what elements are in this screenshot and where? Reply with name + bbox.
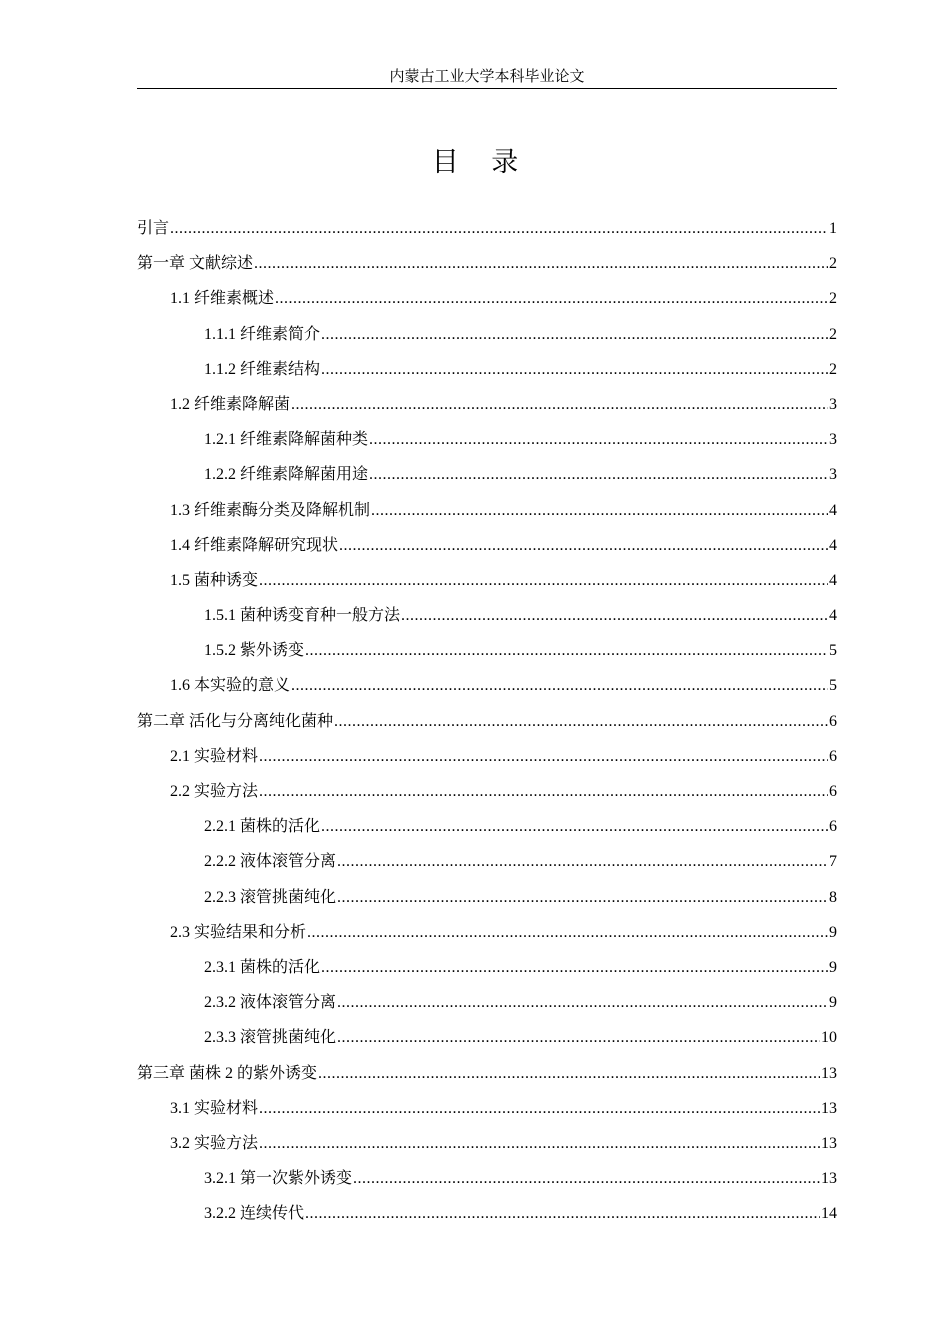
toc-entry-label: 2.2.3 滚管挑菌纯化 — [204, 888, 337, 906]
toc-entry-label: 1.4 纤维素降解研究现状 — [170, 536, 339, 554]
toc-entry-label: 1.5 菌种诱变 — [170, 571, 259, 589]
toc-dot-leader — [305, 1196, 820, 1231]
toc-entry-label: 1.1 纤维素概述 — [170, 290, 275, 308]
toc-entry-page-number: 9 — [829, 923, 837, 941]
toc-entry[interactable] — [137, 880, 837, 915]
toc-entry-label: 第一章 文献综述 — [137, 255, 254, 273]
toc-dot-leader — [275, 281, 828, 316]
toc-entry-page-number: 13 — [821, 1099, 837, 1117]
toc-entry-page-number: 2 — [829, 325, 837, 343]
toc-entry-page-number: 2 — [829, 255, 837, 273]
toc-entry-label: 1.2.1 纤维素降解菌种类 — [204, 431, 369, 449]
toc-entry-label: 2.3.2 液体滚管分离 — [204, 994, 337, 1012]
toc-entry-label: 1.1.2 纤维素结构 — [204, 360, 321, 378]
toc-dot-leader — [321, 950, 828, 985]
toc-entry[interactable] — [137, 422, 837, 457]
toc-entry-label: 1.5.1 菌种诱变育种一般方法 — [204, 607, 401, 625]
toc-entry-page-number: 5 — [829, 642, 837, 660]
toc-entry-page-number: 13 — [821, 1134, 837, 1152]
toc-dot-leader — [305, 633, 828, 668]
toc-entry-label: 2.3 实验结果和分析 — [170, 923, 307, 941]
toc-entry-page-number: 8 — [829, 888, 837, 906]
toc-dot-leader — [353, 1161, 820, 1196]
toc-entry-page-number: 4 — [829, 571, 837, 589]
toc-entry-label: 2.2 实验方法 — [170, 783, 259, 800]
toc-dot-leader — [170, 211, 828, 246]
toc-entry-page-number: 6 — [829, 783, 837, 800]
toc-entry-page-number: 3 — [829, 395, 837, 413]
toc-entry[interactable] — [137, 844, 837, 879]
toc-entry-page-number: 10 — [821, 1029, 837, 1047]
toc-entry[interactable] — [137, 1020, 837, 1055]
toc-dot-leader — [337, 844, 828, 879]
toc-entry-label: 2.2.1 菌株的活化 — [204, 818, 321, 836]
toc-entry-label: 3.2.1 第一次紫外诱变 — [204, 1170, 353, 1188]
toc-entry[interactable] — [137, 598, 837, 633]
toc-entry[interactable] — [137, 1126, 837, 1161]
toc-dot-leader — [401, 598, 828, 633]
toc-entry-page-number: 14 — [821, 1205, 837, 1223]
toc-dot-leader — [339, 528, 828, 563]
toc-dot-leader — [259, 739, 828, 774]
toc-entry-page-number: 13 — [821, 1064, 837, 1082]
toc-entry-page-number: 4 — [829, 536, 837, 554]
toc-entry[interactable] — [137, 457, 837, 492]
toc-dot-leader — [291, 387, 828, 422]
toc-entry-label: 2.1 实验材料 — [170, 747, 259, 765]
toc-entry-page-number: 6 — [829, 712, 837, 730]
toc-entry[interactable] — [137, 493, 837, 528]
toc-entry-label: 2.3.1 菌株的活化 — [204, 958, 321, 976]
toc-dot-leader — [321, 352, 828, 387]
page-header: 内蒙古工业大学本科毕业论文 — [137, 66, 837, 89]
toc-dot-leader — [259, 1126, 820, 1161]
toc-entry-label: 3.2 实验方法 — [170, 1134, 259, 1152]
toc-entry[interactable] — [137, 704, 837, 739]
toc-entry-page-number: 7 — [829, 853, 837, 871]
toc-dot-leader — [291, 668, 828, 703]
toc-dot-leader — [259, 563, 828, 598]
toc-entry[interactable] — [137, 950, 837, 985]
toc-entry-page-number: 3 — [829, 466, 837, 484]
toc-entry-page-number: 9 — [829, 958, 837, 976]
toc-entry-label: 第三章 菌株 2 的紫外诱变 — [137, 1064, 318, 1082]
toc-dot-leader — [318, 1056, 820, 1091]
toc-entry[interactable] — [137, 387, 837, 422]
toc-dot-leader — [334, 704, 828, 739]
toc-entry[interactable] — [137, 528, 837, 563]
toc-dot-leader — [371, 493, 828, 528]
toc-entry-label: 第二章 活化与分离纯化菌种 — [137, 712, 334, 730]
toc-entry-page-number: 4 — [829, 607, 837, 625]
toc-dot-leader — [307, 915, 828, 950]
toc-entry-label: 1.6 本实验的意义 — [170, 677, 291, 695]
toc-entry[interactable] — [137, 281, 837, 316]
toc-entry-page-number: 9 — [829, 994, 837, 1012]
toc-entry[interactable] — [137, 774, 837, 809]
toc-entry-label: 引言 — [137, 220, 170, 237]
toc-entry[interactable] — [137, 1091, 837, 1126]
toc-dot-leader — [321, 809, 828, 844]
toc-entry-page-number: 3 — [829, 431, 837, 449]
toc-entry-page-number: 13 — [821, 1170, 837, 1188]
toc-dot-leader — [321, 317, 828, 352]
toc-entry-page-number: 5 — [829, 677, 837, 695]
toc-entry[interactable] — [137, 633, 837, 668]
toc-dot-leader — [337, 985, 828, 1020]
toc-entry-page-number: 2 — [829, 360, 837, 378]
toc-dot-leader — [259, 1091, 820, 1126]
toc-entry-page-number: 1 — [829, 220, 837, 237]
toc-entry-label: 2.3.3 滚管挑菌纯化 — [204, 1029, 337, 1047]
toc-entry[interactable] — [137, 563, 837, 598]
toc-entry-label: 3.2.2 连续传代 — [204, 1205, 305, 1223]
toc-entry[interactable] — [137, 1056, 837, 1091]
toc-entry-label: 1.2 纤维素降解菌 — [170, 395, 291, 413]
toc-list — [137, 211, 837, 1231]
toc-dot-leader — [369, 422, 828, 457]
toc-entry[interactable] — [137, 668, 837, 703]
toc-entry-label: 3.1 实验材料 — [170, 1099, 259, 1117]
toc-entry-label: 1.5.2 紫外诱变 — [204, 642, 305, 660]
toc-entry[interactable] — [137, 1196, 837, 1231]
toc-entry[interactable] — [137, 809, 837, 844]
toc-dot-leader — [369, 457, 828, 492]
toc-title: 目 录 — [431, 147, 531, 178]
toc-entry-page-number: 4 — [829, 501, 837, 519]
toc-entry[interactable] — [137, 352, 837, 387]
toc-entry[interactable] — [137, 985, 837, 1020]
toc-entry[interactable] — [137, 1161, 837, 1196]
toc-dot-leader — [337, 880, 828, 915]
toc-entry-label: 1.3 纤维素酶分类及降解机制 — [170, 501, 371, 519]
toc-entry[interactable] — [137, 211, 837, 246]
toc-entry-label: 1.1.1 纤维素简介 — [204, 325, 321, 343]
toc-entry[interactable] — [137, 739, 837, 774]
toc-entry[interactable] — [137, 246, 837, 281]
toc-dot-leader — [254, 246, 828, 281]
toc-dot-leader — [259, 774, 828, 809]
toc-entry[interactable] — [137, 915, 837, 950]
toc-entry-page-number: 2 — [829, 290, 837, 308]
toc-entry-page-number: 6 — [829, 747, 837, 765]
toc-entry-label: 1.2.2 纤维素降解菌用途 — [204, 466, 369, 484]
toc-entry-page-number: 6 — [829, 818, 837, 836]
toc-entry[interactable] — [137, 317, 837, 352]
toc-dot-leader — [337, 1020, 820, 1055]
toc-entry-label: 2.2.2 液体滚管分离 — [204, 853, 337, 871]
